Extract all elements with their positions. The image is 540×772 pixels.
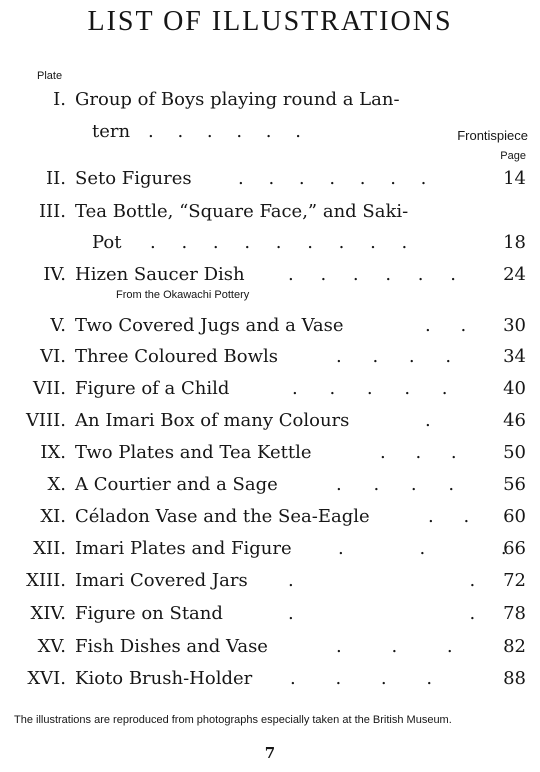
page-title: LIST OF ILLUSTRATIONS bbox=[87, 6, 453, 37]
leader-dots: . . . . . . . . . bbox=[150, 232, 408, 253]
page-reference: 46 bbox=[503, 410, 526, 431]
illustration-title: Hizen Saucer Dish bbox=[75, 264, 245, 285]
page-reference: 24 bbox=[503, 264, 526, 285]
illustration-title-continuation: tern bbox=[92, 121, 131, 142]
illustration-title: Imari Plates and Figure bbox=[75, 538, 292, 559]
page-reference: 50 bbox=[503, 442, 526, 463]
leader-dots: . . bbox=[425, 315, 467, 336]
illustration-title: Céladon Vase and the Sea-Eagle bbox=[75, 506, 370, 527]
illustration-title: Figure of a Child bbox=[75, 378, 230, 399]
page-reference: 72 bbox=[503, 570, 526, 591]
illustration-entry bbox=[0, 471, 540, 499]
illustration-entry bbox=[0, 503, 540, 531]
illustration-title: A Courtier and a Sage bbox=[75, 474, 278, 495]
page-reference: 30 bbox=[503, 315, 526, 336]
illustration-entry bbox=[0, 198, 540, 226]
illustration-entry bbox=[0, 407, 540, 435]
leader-dots: . bbox=[425, 410, 431, 431]
plate-numeral: X. bbox=[47, 474, 66, 495]
illustration-title: Three Coloured Bowls bbox=[75, 346, 278, 367]
page-column-label: Page bbox=[500, 150, 526, 162]
page-reference: Frontispiece bbox=[457, 128, 528, 143]
page-reference: 60 bbox=[503, 506, 526, 527]
leader-dots: . . . . bbox=[290, 668, 433, 689]
illustration-title: Two Covered Jugs and a Vase bbox=[75, 315, 344, 336]
plate-column-label: Plate bbox=[37, 70, 63, 82]
page-reference: 14 bbox=[503, 168, 526, 189]
page-reference: 40 bbox=[503, 378, 526, 399]
illustration-title: Group of Boys playing round a Lan- bbox=[75, 89, 400, 110]
plate-numeral: V. bbox=[50, 315, 66, 336]
page-reference: 34 bbox=[503, 346, 526, 367]
leader-dots: . . . bbox=[336, 636, 453, 657]
illustration-entry-continuation bbox=[0, 118, 540, 146]
illustration-title: Seto Figures bbox=[75, 168, 192, 189]
page-reference: 82 bbox=[503, 636, 526, 657]
footnote: The illustrations are reproduced from photographs especially taken at the British Museum. bbox=[14, 714, 452, 726]
illustration-title: Imari Covered Jars bbox=[75, 570, 248, 591]
leader-dots: . . bbox=[288, 570, 476, 591]
plate-numeral: VII. bbox=[33, 378, 66, 399]
plate-numeral: XI. bbox=[40, 506, 66, 527]
illustration-title-continuation: Pot bbox=[92, 232, 122, 253]
illustration-subcaption: From the Okawachi Pottery bbox=[116, 289, 250, 301]
illustration-title: Tea Bottle, “Square Face,” and Saki- bbox=[75, 201, 409, 222]
plate-numeral: XIV. bbox=[30, 603, 66, 624]
plate-numeral: XII. bbox=[33, 538, 66, 559]
illustration-entry bbox=[0, 439, 540, 467]
leader-dots: . . . . bbox=[336, 474, 455, 495]
leader-dots: . . . . . bbox=[292, 378, 448, 399]
illustration-entry bbox=[0, 375, 540, 403]
illustration-title: Figure on Stand bbox=[75, 603, 223, 624]
illustration-entry bbox=[0, 600, 540, 628]
illustration-entry bbox=[0, 535, 540, 563]
illustration-entry-continuation bbox=[0, 229, 540, 257]
plate-numeral: VIII. bbox=[25, 410, 66, 431]
illustration-title: An Imari Box of many Colours bbox=[75, 410, 350, 431]
plate-numeral: XIII. bbox=[26, 570, 66, 591]
illustration-title: Fish Dishes and Vase bbox=[75, 636, 268, 657]
leader-dots: . . . . . . . bbox=[238, 168, 427, 189]
leader-dots: . . . . bbox=[336, 346, 452, 367]
page-reference: 66 bbox=[503, 538, 526, 559]
illustration-entry bbox=[0, 86, 540, 114]
illustration-title: Kioto Brush-Holder bbox=[75, 668, 253, 689]
leader-dots: . . . . . . bbox=[148, 121, 301, 142]
illustration-entry bbox=[0, 312, 540, 340]
plate-numeral: IV. bbox=[43, 264, 66, 285]
illustration-entry bbox=[0, 633, 540, 661]
plate-numeral: II. bbox=[46, 168, 66, 189]
leader-dots: . . . bbox=[338, 538, 507, 559]
illustration-title: Two Plates and Tea Kettle bbox=[75, 442, 312, 463]
plate-numeral: XV. bbox=[37, 636, 66, 657]
illustration-entry bbox=[0, 343, 540, 371]
page-reference: 78 bbox=[503, 603, 526, 624]
page-reference: 18 bbox=[503, 232, 526, 253]
illustration-entry bbox=[0, 567, 540, 595]
leader-dots: . . . . . . bbox=[288, 264, 456, 285]
illustration-entry bbox=[0, 261, 540, 289]
leader-dots: . . bbox=[428, 506, 470, 527]
page-reference: 88 bbox=[503, 668, 526, 689]
plate-numeral: III. bbox=[38, 201, 66, 222]
page-number: 7 bbox=[264, 744, 276, 762]
leader-dots: . . . bbox=[380, 442, 457, 463]
leader-dots: . . bbox=[288, 603, 476, 624]
page-reference: 56 bbox=[503, 474, 526, 495]
plate-numeral: XVI. bbox=[27, 668, 66, 689]
illustration-entry bbox=[0, 165, 540, 193]
plate-numeral: IX. bbox=[40, 442, 66, 463]
plate-numeral: I. bbox=[53, 89, 66, 110]
illustration-entry bbox=[0, 665, 540, 693]
plate-numeral: VI. bbox=[40, 346, 66, 367]
